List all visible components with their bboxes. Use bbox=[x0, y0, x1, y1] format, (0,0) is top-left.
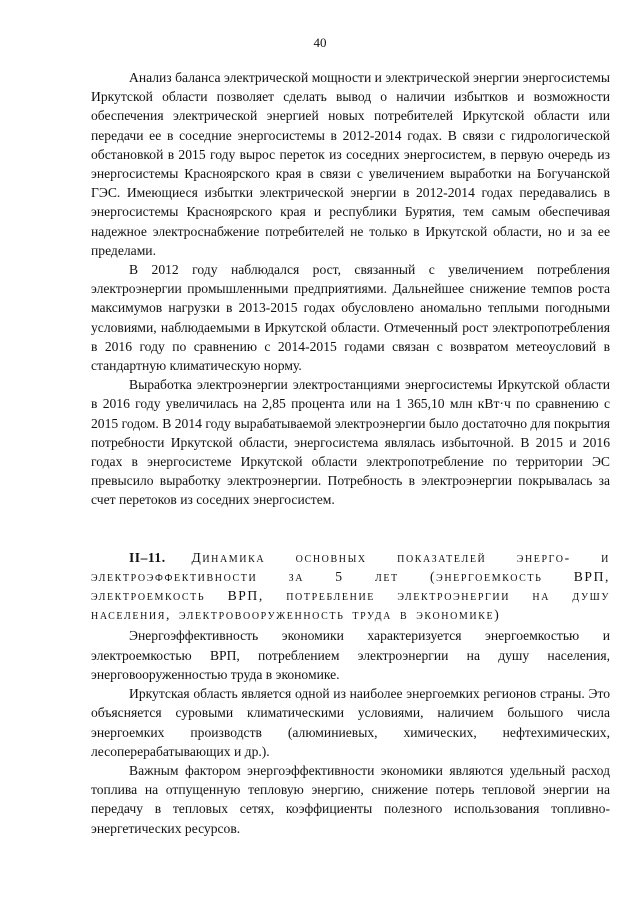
paragraph-power-balance: Анализ баланса электрической мощности и электрической энергии энергосистемы Иркутской области позволяет сделать вывод о наличии избытков и возможности обеспечения электрической энергией новых потребителей Иркутской области или передачи ее в соседние энергосистемы в 2012-2014 годах. В связи с гидрологической обстановкой в 2015 году вырос переток из соседних энергосистем, в первую очередь из энергосистемы Красноярского края в связи с увеличением выработки на Богучанской ГЭС. Имеющиеся избытки электрической энергии в 2012-2014 годах передавались в энергосистемы Красноярского края и республики Бурятия, тем самым обеспечивая надежное электроснабжение потребителей не только в Иркутской области, но и за ее пределами. bbox=[91, 70, 610, 258]
paragraph-energy-intensive-region: Иркутская область является одной из наиболее энергоемких регионов страны. Это объясняется суровыми климатическими условиями, наличием большого числа энергоемких производств (алюминиевых, химических, нефтехимических, лесоперерабатывающих и др.). bbox=[91, 686, 610, 759]
paragraph-consumption-growth: В 2012 году наблюдался рост, связанный с увеличением потребления электроэнергии промышленными предприятиями. Дальнейшее снижение темпов роста максимумов нагрузки в 2013-2015 годах обусловлено аномально теплыми погодными условиями, наблюдаемыми в Иркутской области. Отмеченный рост электропотребления в 2016 году по сравнению с 2014-2015 годами связан с возвратом метеоусловий в стандартную климатическую норму. bbox=[91, 262, 610, 374]
paragraph-energy-efficiency: Энергоэффективность экономики характеризуется энергоемкостью и электроемкостью ВРП, потреблением электроэнергии на душу населения, энерговооруженностью труда в экономике. bbox=[91, 628, 610, 682]
section-title: Динамика основных показателей энерго- и электроэффективности за 5 лет (энергоемкость ВРП, электроемкость ВРП, потребление электроэнергии на душу населения, электровооруженность труда в экономике) bbox=[91, 549, 610, 623]
document-body bbox=[91, 68, 610, 838]
page-number: 40 bbox=[313, 35, 327, 50]
section-heading bbox=[91, 548, 610, 625]
paragraph-generation: Выработка электроэнергии электростанциями энергосистемы Иркутской области в 2016 году увеличилась на 2,85 процента или на 1 365,10 млн кВт·ч по сравнению с 2015 годом. В 2014 году вырабатываемой электроэнергии было достаточно для покрытия потребности Иркутской области, энергосистема являлась избыточной. В 2015 и 2016 годах в энергосистеме Иркутской области электропотребление по территории ЭС превысило выработку электроэнергии. Потребность в электроэнергии покрывалась за счет перетоков из соседних энергосистем. bbox=[91, 377, 610, 508]
paragraph-efficiency-factors: Важным фактором энергоэффективности экономики являются удельный расход топлива на отпущенную тепловую энергию, снижение потерь тепловой энергии на передачу в тепловых сетях, коэффициенты полезного использования топливно-энергетических ресурсов. bbox=[91, 762, 610, 836]
section-number: II–11. bbox=[129, 549, 166, 565]
